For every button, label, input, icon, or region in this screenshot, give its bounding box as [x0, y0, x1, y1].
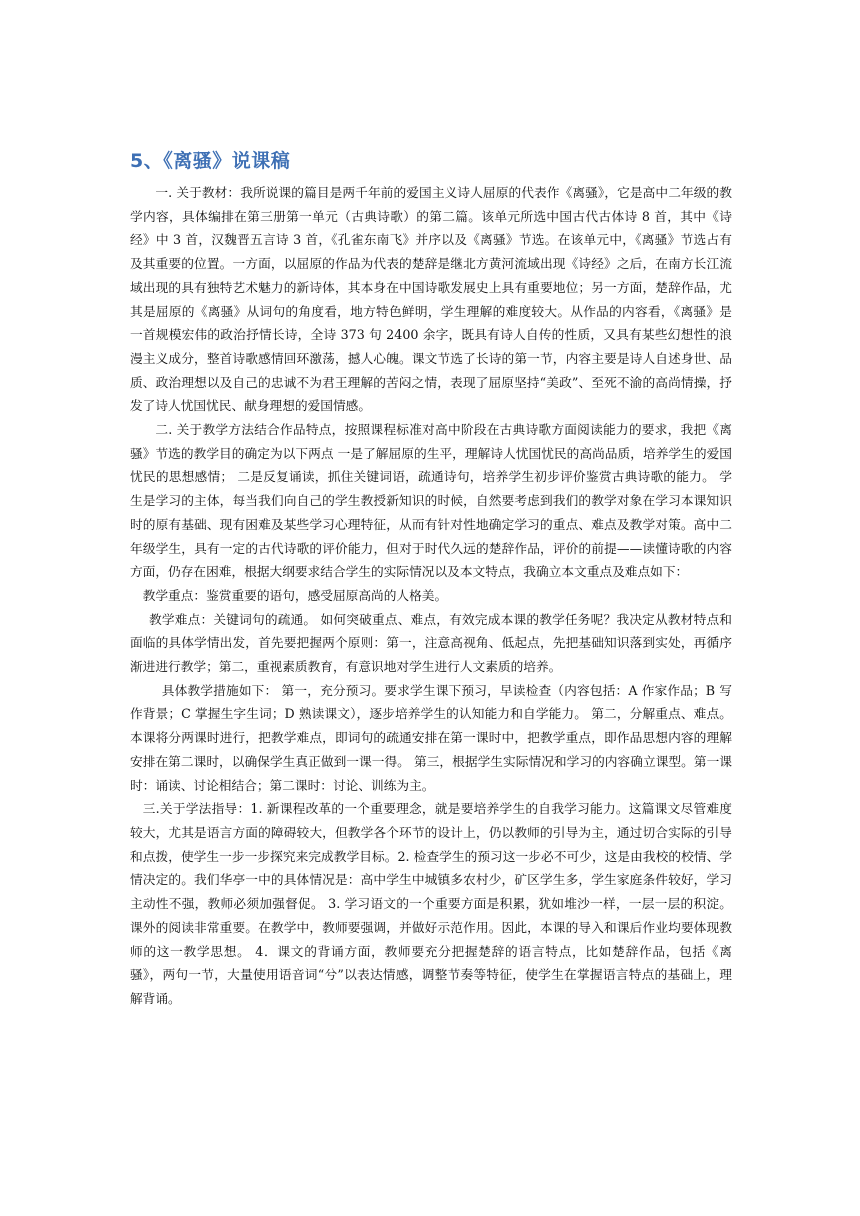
paragraph-teaching-method: 二. 关于教学方法结合作品特点，按照课程标准对高中阶段在古典诗歌方面阅读能力的要求，我把《离骚》节选的教学目的确定为以下两点 一是了解屈原的生平，理解诗人忧国忧民的高尚品质，培养学生的爱国忧民的思想感情； 二是反复诵读，抓住关键词语，疏通诗句，培养学生初步评价鉴赏古典诗歌的能力。 学生是学习的主体，每当我们向自己的学生教授新知识的时候，自然要考虑到我们的教学对象在学习本课知识时的原有基础、现有困难及某些学习心理特征，从而有针对性地确定学习的重点、难点及教学对策。高中二年级学生，具有一定的古代诗歌的评价能力，但对于时代久远的楚辞作品，评价的前提——读懂诗歌的内容方面，仍存在困难，根据大纲要求结合学生的实际情况以及本文特点，我确立本文重点及难点如下： [130, 422, 732, 580]
document-title: 5、《离骚》说课稿 [130, 150, 291, 172]
paragraph-difficulty: 教学难点：关键词句的疏通。 如何突破重点、难点，有效完成本课的教学任务呢？我决定从教材特点和面临的具体学情出发，首先要把握两个原则：第一，注意高视角、低起点，先把基础知识落到实处，再循序渐进进行教学；第二，重视素质教育，有意识地对学生进行人文素质的培养。 [130, 611, 732, 675]
paragraph-measures: 具体教学措施如下： 第一，充分预习。要求学生课下预习，早读检查（内容包括：A 作家作品；B 写作背景；C 掌握生字生词；D 熟读课文），逐步培养学生的认知能力和自学能力。 第二，分解重点、难点。本课将分两课时进行，把教学难点，即词句的疏通安排在第一课时中，把教学重点，即作品思想内容的理解安排在第二课时，以确保学生真正做到一课一得。 第三，根据学生实际情况和学习的内容确立课型。第一课时：诵读、讨论相结合；第二课时：讨论、训练为主。 [130, 682, 732, 793]
document-body [130, 181, 732, 1011]
paragraph-study-guidance: 三.关于学法指导：1. 新课程改革的一个重要理念，就是要培养学生的自我学习能力。这篇课文尽管难度较大，尤其是语言方面的障碍较大，但教学各个环节的设计上，仍以教师的引导为主，通过切合实际的引导和点拨，使学生一步一步探究来完成教学目标。2. 检查学生的预习这一步必不可少，这是由我校的校情、学情决定的。我们华亭一中的具体情况是：高中学生中城镇多农村少，矿区学生多，学生家庭条件较好，学习主动性不强，教师必须加强督促。 3. 学习语文的一个重要方面是积累，犹如堆沙一样，一层一层的积淀。课外的阅读非常重要。在教学中，教师要强调，并做好示范作用。因此，本课的导入和课后作业均要体现教师的这一教学思想。 4．课文的背诵方面，教师要充分把握楚辞的语言特点，比如楚辞作品，包括《离骚》，两句一节，大量使用语音词“兮”以表达情感，调整节奏等特征，使学生在掌握语言特点的基础上，理解背诵。 [130, 801, 732, 1006]
paragraph-textbook: 一. 关于教材：我所说课的篇目是两千年前的爱国主义诗人屈原的代表作《离骚》，它是高中二年级的教学内容，具体编排在第三册第一单元（古典诗歌）的第二篇。该单元所选中国古代古体诗 8 首，其中《诗经》中 3 首，汉魏晋五言诗 3 首，《孔雀东南飞》并序以及《离骚》节选。在该单元中，《离骚》节选占有及其重要的位置。一方面，以屈原的作品为代表的楚辞是继北方黄河流域出现《诗经》之后，在南方长江流域出现的具有独特艺术魅力的新诗体，其本身在中国诗歌发展史上具有重要地位；另一方面，楚辞作品，尤其是屈原的《离骚》从词句的角度看，地方特色鲜明，学生理解的难度较大。从作品的内容看，《离骚》是一首规模宏伟的政治抒情长诗，全诗 373 句 2400 余字，既具有诗人自传的性质，又具有某些幻想性的浪漫主义成分，整首诗歌感情回环激荡，撼人心魄。课文节选了长诗的第一节，内容主要是诗人自述身世、品质、政治理想以及自己的忠诚不为君王理解的苦闷之情，表现了屈原坚持“美政”、至死不渝的高尚情操，抒发了诗人忧国忧民、献身理想的爱国情感。 [130, 185, 732, 414]
paragraph-key-point: 教学重点：鉴赏重要的语句，感受屈原高尚的人格美。 [142, 587, 448, 603]
